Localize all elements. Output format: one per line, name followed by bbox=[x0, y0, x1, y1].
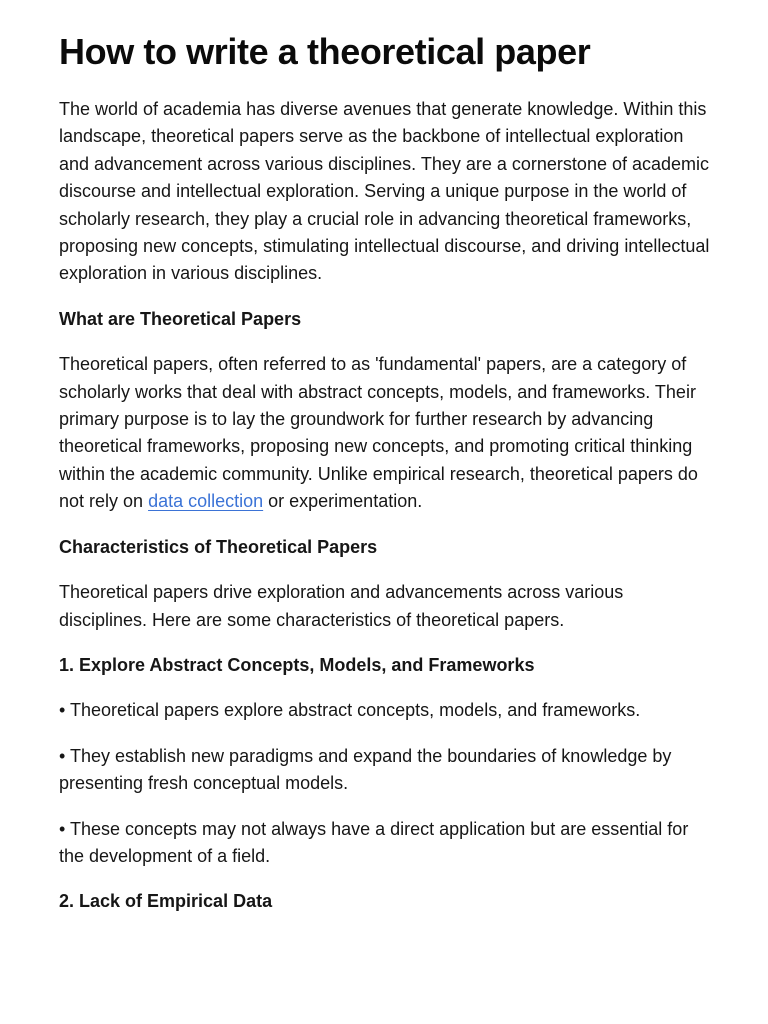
data-collection-link[interactable]: data collection bbox=[148, 491, 264, 512]
page-title: How to write a theoretical paper bbox=[59, 31, 591, 72]
bullet-item: • They establish new paradigms and expand the boundaries of knowledge by presenting fresh conceptual models. bbox=[59, 745, 672, 794]
section-paragraph-characteristics: Theoretical papers drive exploration and advancements across various disciplines. Here are some characteristics of theoretical papers. bbox=[59, 582, 624, 630]
bullet-item: • Theoretical papers explore abstract concepts, models, and frameworks. bbox=[59, 700, 641, 721]
paragraph-text: Theoretical papers, often referred to as 'fundamental' papers, are a category of scholarly works that deal with abstract concepts, models, and frameworks. Their primary purpose is to lay the groundwork for further research by advancing theoretical frameworks, proposing new concepts, and promoting critical thinking within the academic community. Unlike empirical research, theoretical papers do not rely on bbox=[59, 354, 698, 512]
paragraph-text: or experimentation. bbox=[263, 491, 423, 512]
section-heading-what-are: What are Theoretical Papers bbox=[59, 308, 302, 329]
subsection-heading-abstract-concepts: 1. Explore Abstract Concepts, Models, and Frameworks bbox=[59, 654, 535, 675]
subsection-heading-lack-of-empirical-data: 2. Lack of Empirical Data bbox=[59, 891, 273, 912]
intro-paragraph: The world of academia has diverse avenues that generate knowledge. Within this landscape, theoretical papers serve as the backbone of intellectual exploration and advancement across various disciplines. They are a cornerstone of academic discourse and intellectual exploration. Serving a unique purpose in the world of scholarly research, they play a crucial role in advancing theoretical frameworks, proposing new concepts, stimulating intellectual discourse, and driving intellectual exploration in various disciplines. bbox=[59, 99, 710, 284]
section-paragraph-what-are bbox=[59, 351, 716, 515]
bullet-item: • These concepts may not always have a direct application but are essential for the development of a field. bbox=[59, 818, 689, 866]
section-heading-characteristics: Characteristics of Theoretical Papers bbox=[59, 536, 378, 557]
